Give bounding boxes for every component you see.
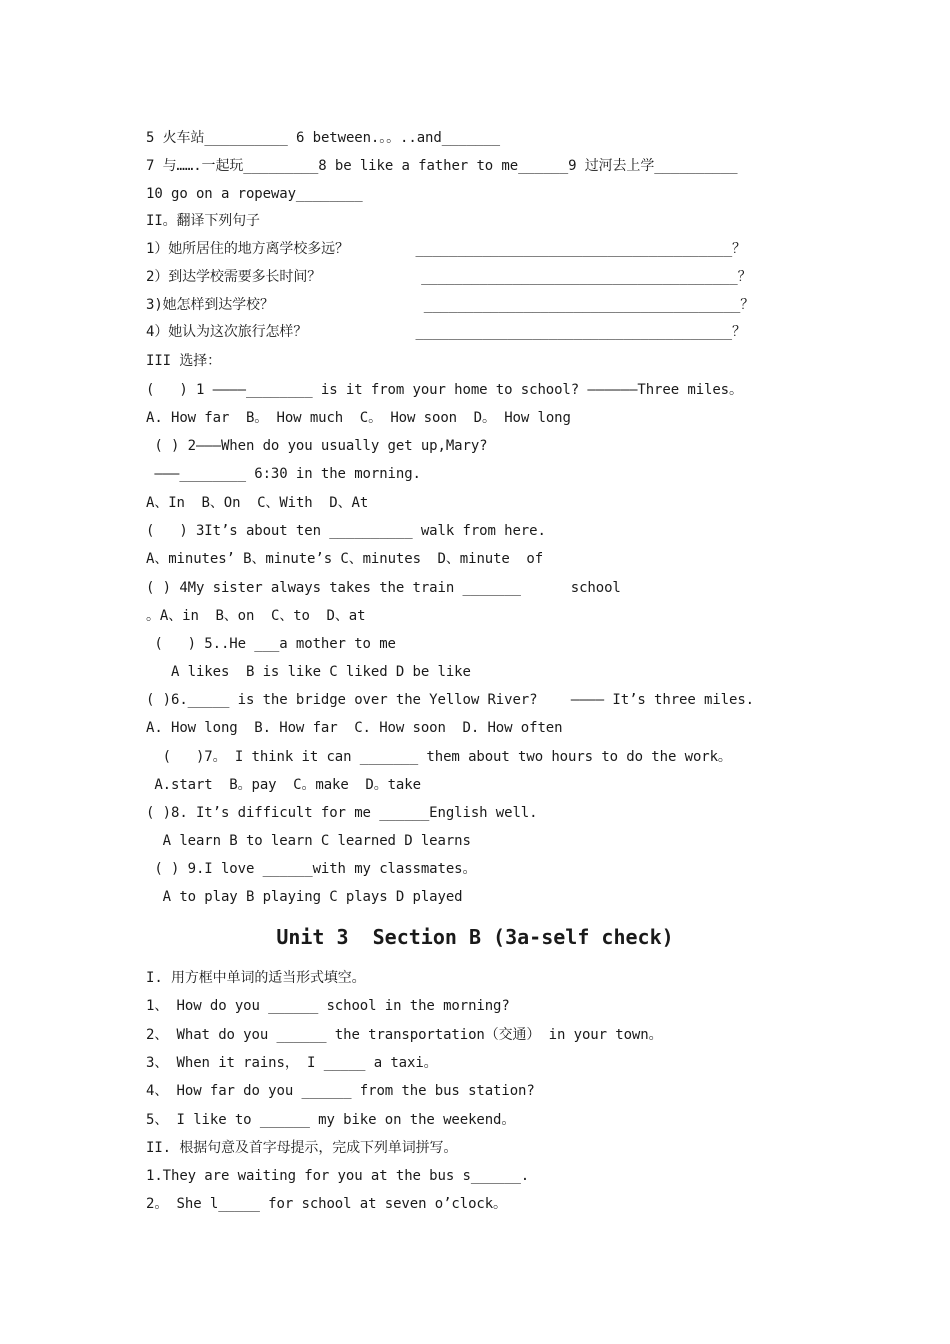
vocab-line-7-9: 7 与…….一起玩_________8 be like a father to me______9 过河去上学__________ [146, 158, 738, 174]
choice-options-4: 。A、in B、on C、to D、at [146, 608, 366, 624]
spelling-item-2: 2。 She l_____ for school at seven o’clock。 [146, 1196, 507, 1212]
choice-options-9: A to play B playing C plays D played [146, 889, 463, 905]
choice-question-1: ( ) 1 ————________ is it from your home to school? ——————Three miles。 [146, 382, 743, 398]
fill-in-item-5: 5、 I like to ______ my bike on the weekend。 [146, 1112, 516, 1128]
translate-item-1: 1）她所居住的地方离学校多远？ ______________________________________？ [146, 241, 746, 257]
choice-options-6: A. How long B. How far C. How soon D. How often [146, 720, 563, 736]
choice-options-2: A、In B、On C、With D、At [146, 495, 369, 511]
section-title: Unit 3 Section B (3a-self check) [276, 925, 674, 949]
choice-options-5: A likes B is like C liked D be like [146, 664, 471, 680]
section-translate-heading: II。翻译下列句子 [146, 213, 260, 229]
choice-options-7: A.start B。pay C。make D。take [146, 777, 421, 793]
choice-options-3: A、minutes’ B、minute’s C、minutes D、minute of [146, 551, 544, 567]
choice-question-4: ( ) 4My sister always takes the train _______ school [146, 580, 621, 596]
fill-in-item-2: 2、 What do you ______ the transportation（交通） in your town。 [146, 1027, 663, 1043]
choice-options-8: A learn B to learn C learned D learns [146, 833, 471, 849]
fill-in-item-3: 3、 When it rains， I _____ a taxi。 [146, 1055, 438, 1071]
spelling-heading: II. 根据句意及首字母提示，完成下列单词拼写。 [146, 1140, 458, 1156]
choice-question-2-answer-line: ———________ 6:30 in the morning. [146, 466, 421, 482]
choice-question-5: ( ) 5..He ___a mother to me [146, 636, 396, 652]
choice-question-9: ( ) 9.I love ______with my classmates。 [146, 861, 477, 877]
vocab-line-5-6: 5 火车站__________ 6 between.。。..and_______ [146, 130, 501, 146]
choice-question-7: ( )7。 I think it can _______ them about two hours to do the work。 [146, 749, 732, 765]
spelling-item-1: 1.They are waiting for you at the bus s______. [146, 1168, 530, 1184]
translate-item-4: 4）她认为这次旅行怎样？ ______________________________________？ [146, 324, 746, 340]
vocab-line-10: 10 go on a ropeway________ [146, 186, 363, 202]
translate-item-2: 2）到达学校需要多长时间？ ______________________________________？ [146, 269, 752, 285]
translate-item-3: 3)她怎样到达学校？ ______________________________________？ [146, 297, 755, 313]
section-choice-heading: III 选择： [146, 353, 222, 369]
choice-question-3: ( ) 3It’s about ten __________ walk from here. [146, 523, 546, 539]
fill-in-item-1: 1、 How do you ______ school in the morning? [146, 998, 510, 1014]
choice-question-2: ( ) 2———When do you usually get up,Mary? [146, 438, 488, 454]
choice-question-6: ( )6._____ is the bridge over the Yellow River? ———— It’s three miles. [146, 692, 754, 708]
choice-options-1: A. How far B。 How much C。 How soon D。 How long [146, 410, 571, 426]
fill-in-heading: I. 用方框中单词的适当形式填空。 [146, 970, 366, 986]
fill-in-item-4: 4、 How far do you ______ from the bus station? [146, 1083, 535, 1099]
choice-question-8: ( )8. It’s difficult for me ______English well. [146, 805, 538, 821]
